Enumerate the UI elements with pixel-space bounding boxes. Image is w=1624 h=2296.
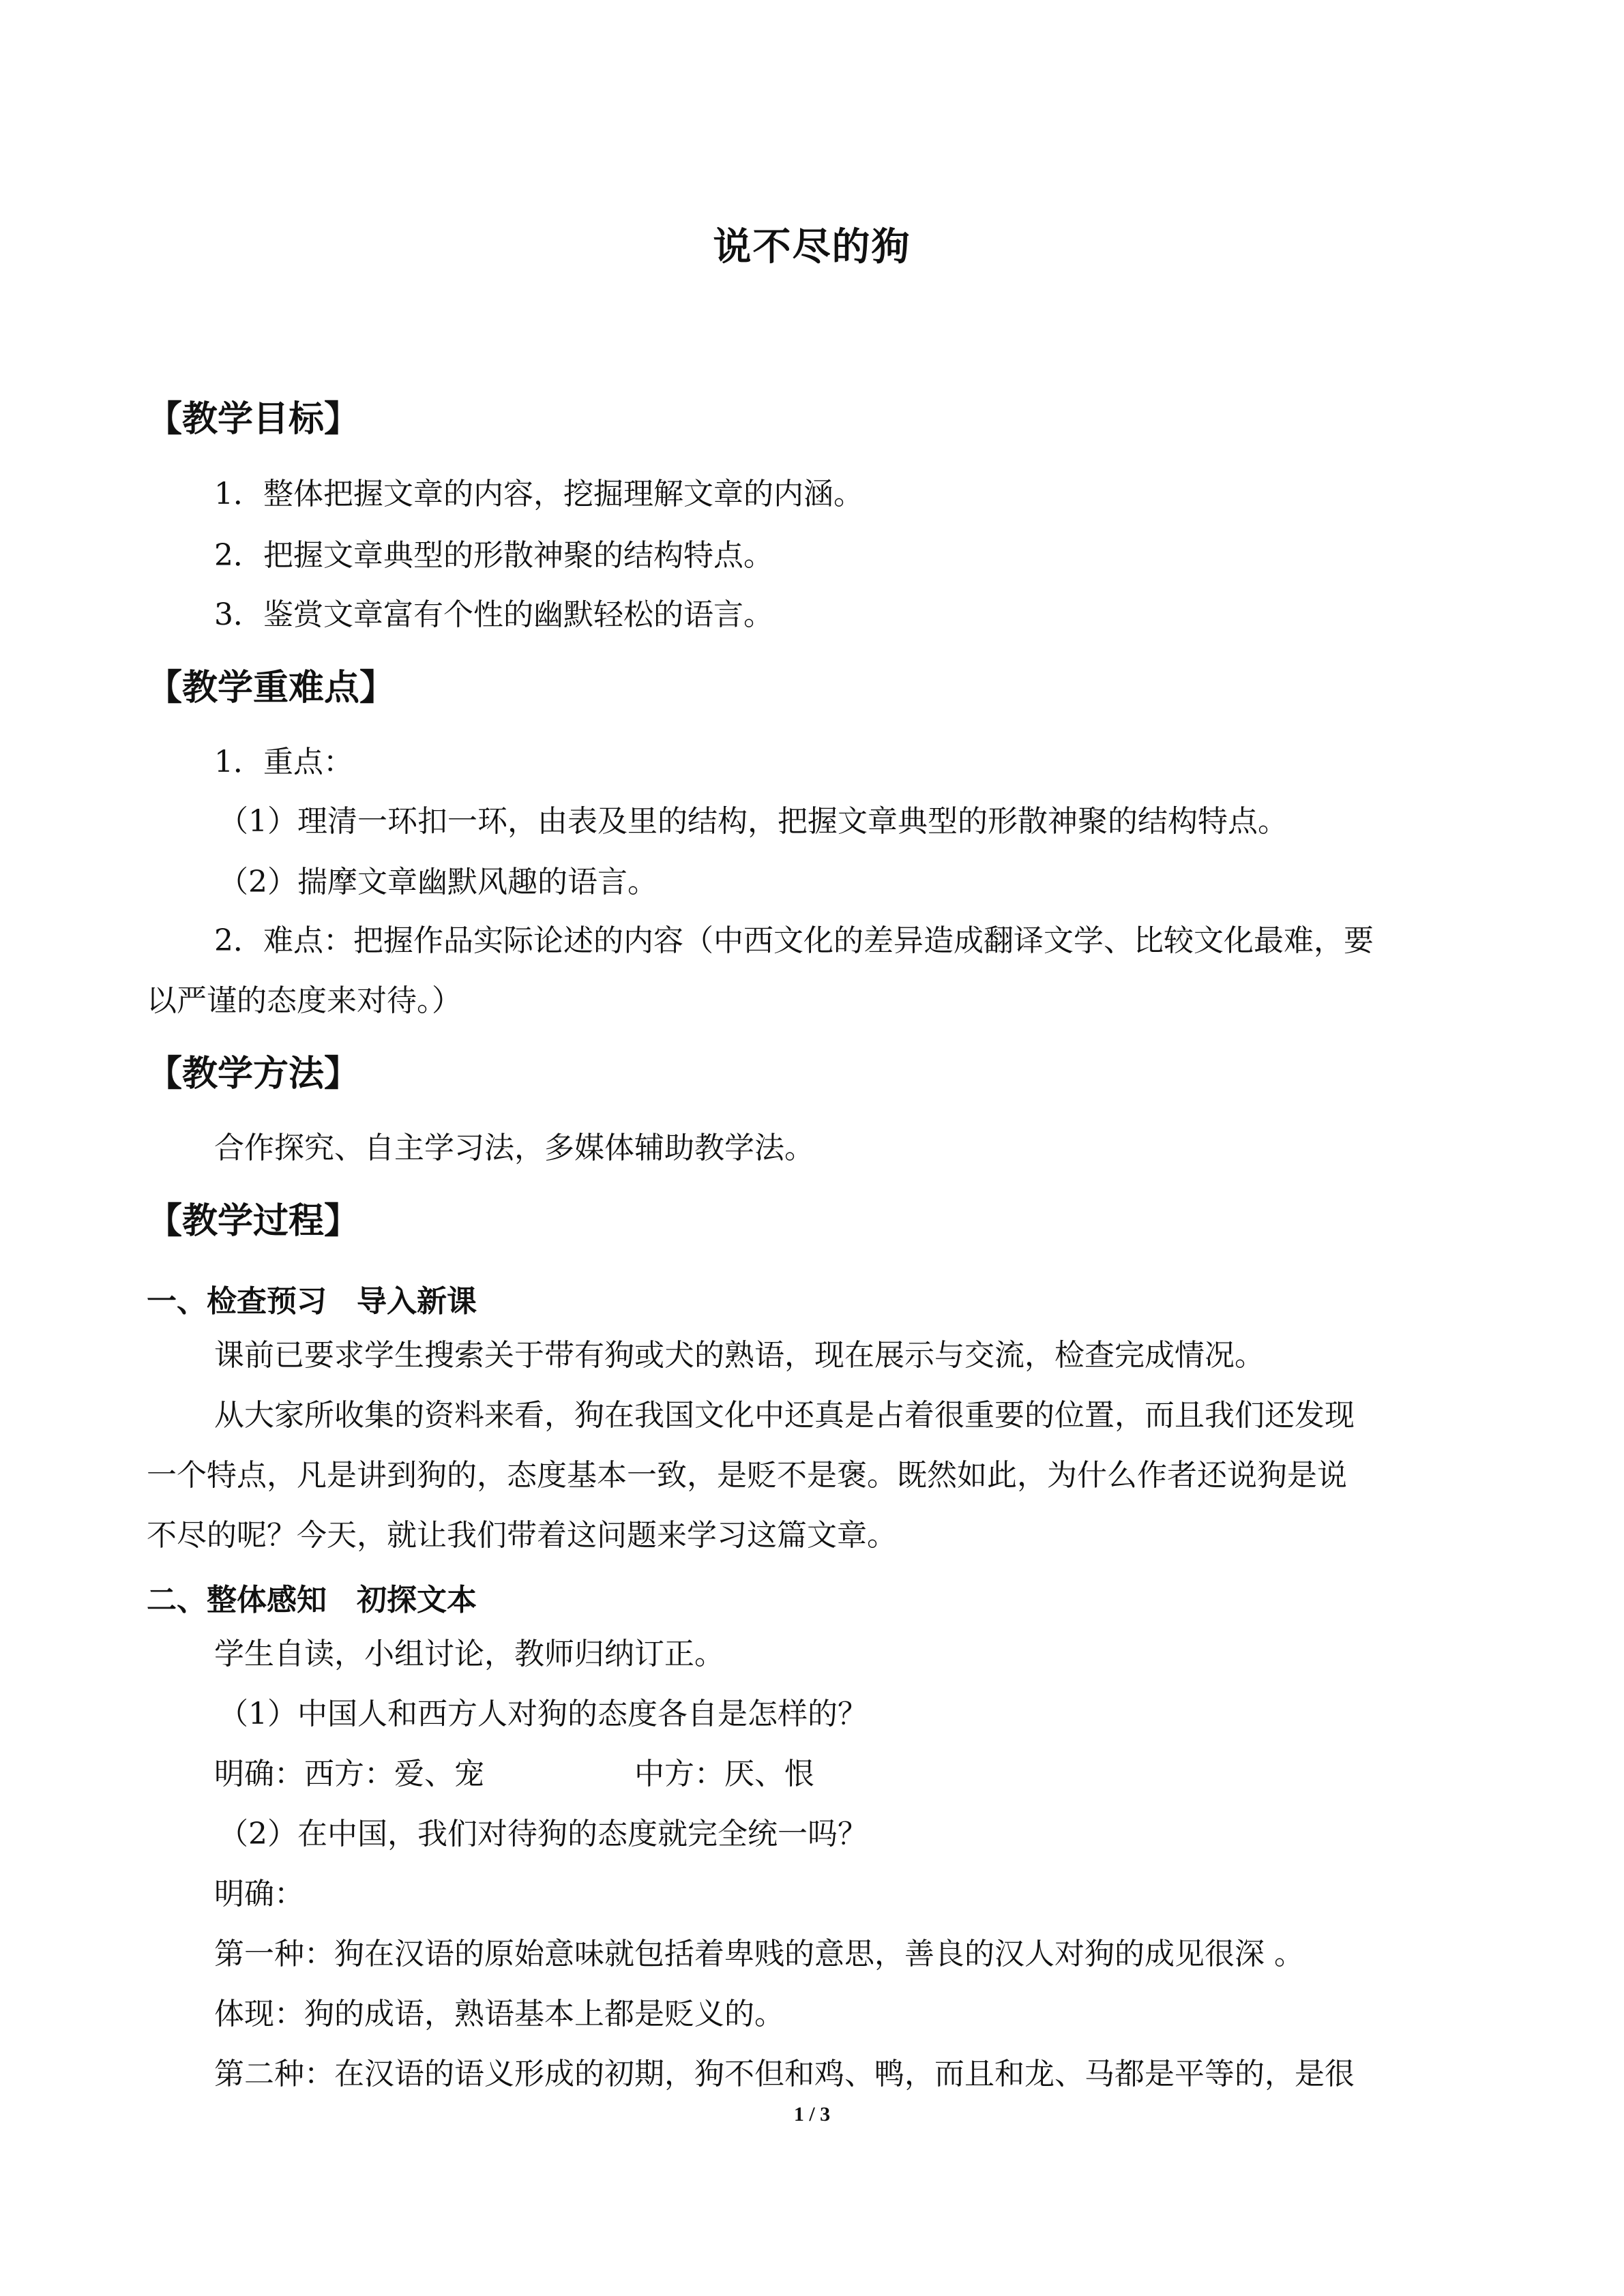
paragraph-line: 不尽的呢？今天，就让我们带着这问题来学习这篇文章。 — [147, 1518, 897, 1553]
paragraph-line: （2）在中国，我们对待狗的态度就完全统一吗？ — [218, 1817, 868, 1851]
paragraph-line: 第一种：狗在汉语的原始意味就包括着卑贱的意思，善良的汉人对狗的成见很深 。 — [214, 1937, 1304, 1971]
page-number: 1 / 3 — [793, 2103, 831, 2126]
process-subheading: 二、整体感知 初探文本 — [147, 1583, 477, 1617]
document-title: 说不尽的狗 — [713, 224, 911, 269]
section-heading-process: 【教学过程】 — [147, 1200, 360, 1242]
answer-line — [214, 1754, 814, 1795]
goal-item: 2．把握文章典型的形散神聚的结构特点。 — [214, 538, 773, 573]
section-heading-goals: 【教学目标】 — [147, 398, 360, 440]
key-point-line: （2）揣摩文章幽默风趣的语言。 — [218, 865, 658, 899]
goal-item: 1．整体把握文章的内容，挖掘理解文章的内涵。 — [214, 477, 863, 511]
key-point-line: 1．重点： — [214, 745, 353, 779]
key-point-line: 以严谨的态度来对待。） — [147, 983, 462, 1018]
key-point-line: （1）理清一环扣一环，由表及里的结构，把握文章典型的形散神聚的结构特点。 — [218, 804, 1288, 839]
process-subheading: 一、检查预习 导入新课 — [147, 1284, 477, 1319]
key-point-line: 2．难点：把握作品实际论述的内容（中西文化的差异造成翻译文学、比较文化最难，要 — [214, 923, 1374, 958]
answer-china: 中方：厌、恨 — [634, 1757, 814, 1791]
paragraph-line: 第二种：在汉语的语义形成的初期，狗不但和鸡、鸭，而且和龙、马都是平等的，是很 — [214, 2057, 1355, 2091]
goal-item: 3．鉴赏文章富有个性的幽默轻松的语言。 — [214, 597, 773, 632]
paragraph-line: 明确： — [214, 1877, 304, 1911]
answer-west: 明确：西方：爱、宠 — [214, 1757, 484, 1791]
methods-text: 合作探究、自主学习法，多媒体辅助教学法。 — [214, 1131, 814, 1165]
section-heading-key-points: 【教学重难点】 — [147, 667, 396, 709]
paragraph-line: （1）中国人和西方人对狗的态度各自是怎样的？ — [218, 1697, 868, 1731]
section-heading-methods: 【教学方法】 — [147, 1053, 360, 1094]
paragraph-line: 体现：狗的成语，熟语基本上都是贬义的。 — [214, 1997, 784, 2031]
paragraph-line: 课前已要求学生搜索关于带有狗或犬的熟语，现在展示与交流，检查完成情况。 — [214, 1338, 1265, 1373]
paragraph-line: 学生自读，小组讨论，教师归纳订正。 — [214, 1637, 724, 1671]
paragraph-line: 从大家所收集的资料来看，狗在我国文化中还真是占着很重要的位置，而且我们还发现 — [214, 1398, 1355, 1433]
paragraph-line: 一个特点，凡是讲到狗的，态度基本一致，是贬不是褒。既然如此，为什么作者还说狗是说 — [147, 1458, 1347, 1493]
